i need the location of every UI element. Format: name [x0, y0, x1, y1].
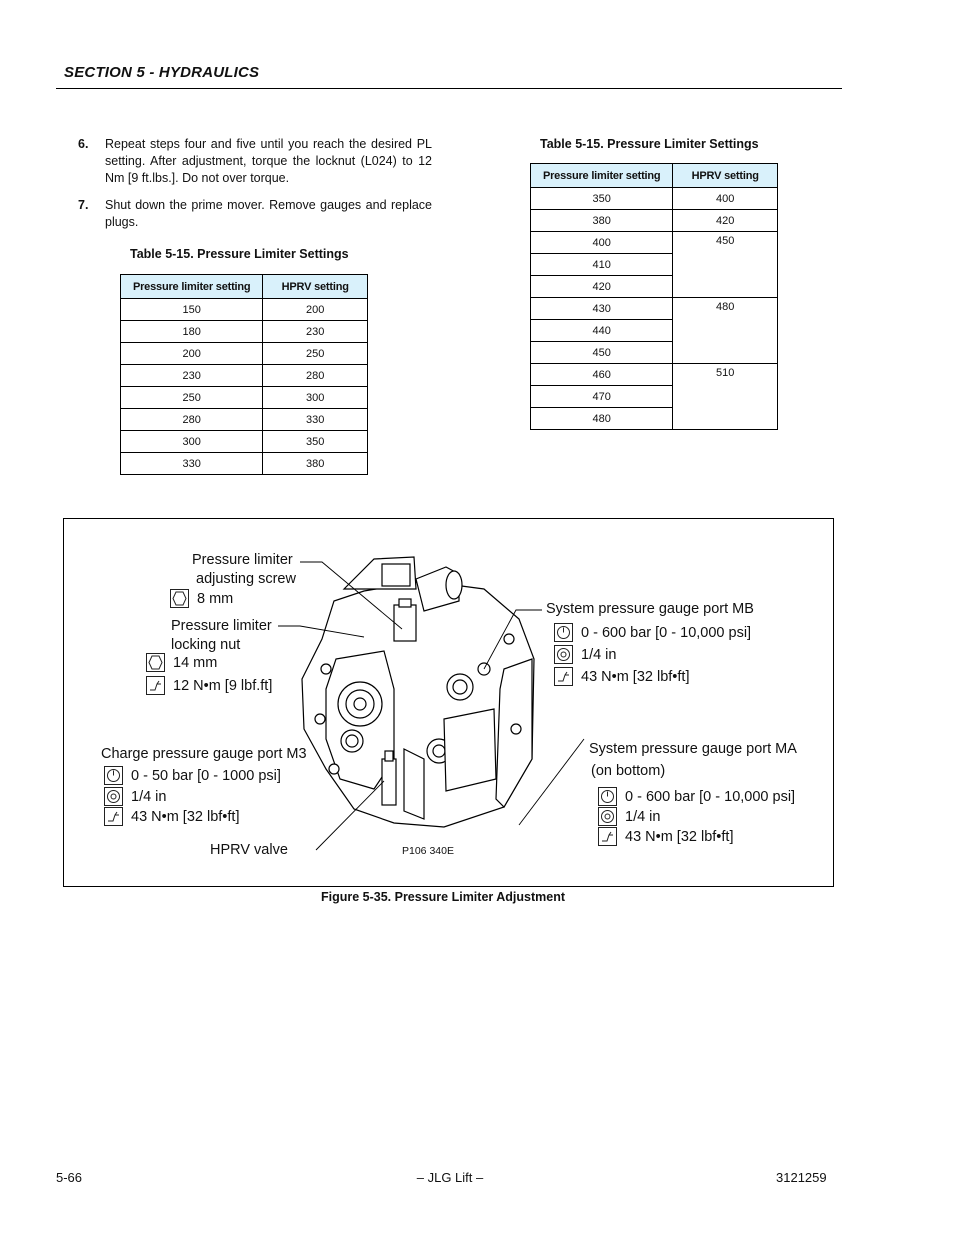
step-number: 7.: [78, 198, 89, 212]
table-cell: 420: [673, 210, 778, 232]
step-6: [78, 136, 432, 187]
table-row: [121, 321, 368, 343]
spec-value: 1/4 in: [625, 808, 661, 825]
table-row: [121, 453, 368, 475]
table-cell: 350: [531, 188, 673, 210]
spec-value: 1/4 in: [131, 788, 167, 805]
table-cell: 180: [121, 321, 263, 343]
callout-line: (on bottom): [591, 763, 666, 779]
callout-port-ma: [589, 738, 797, 782]
page-number: 5-66: [56, 1170, 83, 1185]
table-cell: 440: [531, 320, 673, 342]
spec-mb-torque: [554, 667, 689, 686]
document-number: 3121259: [776, 1170, 827, 1185]
pressure-gauge-icon: [598, 787, 617, 806]
spec-locking-nut-size: [146, 653, 217, 672]
table-cell: 450: [531, 342, 673, 364]
table-cell: 230: [121, 365, 263, 387]
spec-value: 14 mm: [173, 654, 218, 671]
callout-port-mb: System pressure gauge port MB: [546, 601, 754, 617]
table-row: [121, 409, 368, 431]
column-header: Pressure limiter setting: [531, 164, 673, 188]
spec-mb-size: [554, 645, 616, 664]
spec-value: 0 - 50 bar [0 - 1000 psi]: [131, 767, 281, 784]
pressure-gauge-icon: [554, 623, 573, 642]
table-cell: 380: [531, 210, 673, 232]
table-cell: 460: [531, 364, 673, 386]
torque-wrench-icon: [554, 667, 573, 686]
table-cell: 380: [263, 453, 368, 475]
callout-port-m3: Charge pressure gauge port M3: [101, 746, 307, 762]
callout-line: locking nut: [171, 637, 241, 653]
spec-value: 43 N•m [32 lbf•ft]: [131, 808, 240, 825]
table-cell: 150: [121, 299, 263, 321]
section-title: SECTION 5 - HYDRAULICS: [64, 64, 260, 81]
table-cell: 280: [263, 365, 368, 387]
table-cell: 280: [121, 409, 263, 431]
table-cell: 430: [531, 298, 673, 320]
pressure-limiter-table-right: [530, 163, 778, 430]
table-cell: 400: [531, 232, 673, 254]
table-row: [121, 365, 368, 387]
procedure-steps: [78, 136, 432, 241]
table-cell: 300: [263, 387, 368, 409]
spec-m3-torque: [104, 807, 239, 826]
table-cell: 300: [121, 431, 263, 453]
table-cell: 480: [531, 408, 673, 430]
spec-value: 0 - 600 bar [0 - 10,000 psi]: [625, 788, 796, 805]
column-header: HPRV setting: [673, 164, 778, 188]
figure-code: P106 340E: [402, 845, 454, 857]
spec-ma-range: [598, 787, 795, 806]
table-right-caption: Table 5-15. Pressure Limiter Settings: [540, 137, 759, 151]
callout-line: Pressure limiter: [171, 618, 272, 634]
table-cell: 400: [673, 188, 778, 210]
spec-adjusting-screw-size: [170, 589, 233, 608]
spec-ma-size: [598, 807, 660, 826]
table-row: [121, 387, 368, 409]
torque-wrench-icon: [104, 807, 123, 826]
callout-locking-nut: [171, 617, 272, 655]
spec-value: 12 N•m [9 lbf.ft]: [173, 677, 273, 694]
spec-locking-nut-torque: [146, 676, 272, 695]
table-row: [121, 431, 368, 453]
spec-mb-range: [554, 623, 751, 642]
table-cell: 230: [263, 321, 368, 343]
port-size-icon: [104, 787, 123, 806]
header-rule: [56, 88, 842, 89]
spec-value: 1/4 in: [581, 646, 617, 663]
figure-caption: Figure 5-35. Pressure Limiter Adjustment: [320, 890, 566, 904]
pressure-gauge-icon: [104, 766, 123, 785]
table-cell: 250: [121, 387, 263, 409]
table-row: [121, 299, 368, 321]
table-row: [121, 343, 368, 365]
spec-value: 43 N•m [32 lbf•ft]: [625, 828, 734, 845]
callout-line: Pressure limiter: [192, 552, 293, 568]
step-number: 6.: [78, 137, 89, 151]
callout-adjusting-screw: [192, 551, 296, 589]
table-cell: 350: [263, 431, 368, 453]
column-header: HPRV setting: [263, 275, 368, 299]
table-left-caption: Table 5-15. Pressure Limiter Settings: [130, 247, 349, 261]
callout-hprv-valve: HPRV valve: [210, 842, 288, 858]
table-row: [531, 364, 778, 386]
step-7: [78, 197, 432, 231]
table-row: [531, 232, 778, 254]
table-cell: 450: [673, 232, 778, 298]
port-size-icon: [554, 645, 573, 664]
table-cell: 410: [531, 254, 673, 276]
spec-ma-torque: [598, 827, 733, 846]
spec-m3-range: [104, 766, 281, 785]
spec-value: 43 N•m [32 lbf•ft]: [581, 668, 690, 685]
table-cell: 480: [673, 298, 778, 364]
table-cell: 250: [263, 343, 368, 365]
table-cell: 420: [531, 276, 673, 298]
table-cell: 200: [263, 299, 368, 321]
table-cell: 330: [263, 409, 368, 431]
figure-frame: [63, 518, 834, 887]
spec-m3-size: [104, 787, 166, 806]
torque-wrench-icon: [146, 676, 165, 695]
table-cell: 470: [531, 386, 673, 408]
hex-wrench-icon: [146, 653, 165, 672]
table-row: [531, 298, 778, 320]
spec-value: 8 mm: [197, 590, 234, 607]
step-text: Shut down the prime mover. Remove gauges and replace plugs.: [105, 198, 432, 229]
table-row: [531, 210, 778, 232]
table-row: [531, 188, 778, 210]
table-cell: 510: [673, 364, 778, 430]
hex-wrench-icon: [170, 589, 189, 608]
table-cell: 330: [121, 453, 263, 475]
footer-center: – JLG Lift –: [416, 1170, 484, 1185]
pressure-limiter-table-left: [120, 274, 368, 475]
callout-line: System pressure gauge port MA: [589, 741, 797, 757]
callout-line: adjusting screw: [196, 571, 296, 587]
port-size-icon: [598, 807, 617, 826]
spec-value: 0 - 600 bar [0 - 10,000 psi]: [581, 624, 752, 641]
torque-wrench-icon: [598, 827, 617, 846]
step-text: Repeat steps four and five until you reach the desired PL setting. After adjustment, torque the locknut (L024) to 12 Nm [9 ft.lbs.]. Do not over torque.: [105, 137, 432, 185]
column-header: Pressure limiter setting: [121, 275, 263, 299]
table-cell: 200: [121, 343, 263, 365]
